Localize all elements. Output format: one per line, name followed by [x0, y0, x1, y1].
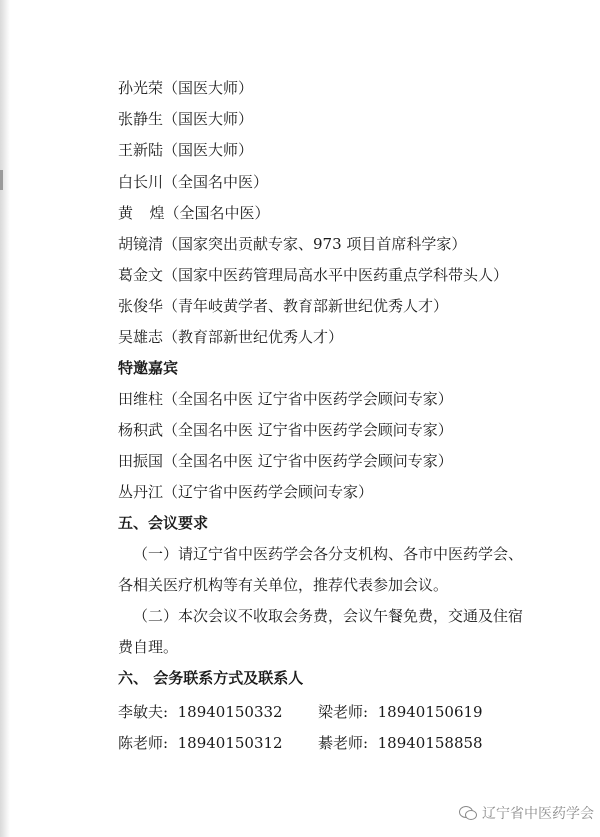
- expert-line: [118, 234, 466, 254]
- guest-line: [118, 420, 453, 440]
- expert-title: （国医大师）: [163, 79, 254, 97]
- guest-title: （辽宁省中医药学会顾问专家）: [163, 483, 374, 501]
- section6-heading: 六、 会务联系方式及联系人: [118, 669, 304, 687]
- guest-title: （全国名中医 辽宁省中医药学会顾问专家）: [163, 421, 453, 439]
- contact-entry: [118, 702, 283, 722]
- expert-line: [118, 109, 253, 129]
- guest-name: 杨积武: [118, 421, 164, 439]
- contact-phone: 18940150619: [377, 703, 483, 721]
- contact-phone: 18940158858: [377, 734, 483, 752]
- expert-title: （全国名中医）: [164, 204, 270, 222]
- contact-entry: [318, 702, 483, 722]
- guest-name: 田维柱: [118, 390, 164, 408]
- expert-name: 吴雄志: [118, 328, 164, 346]
- contact-entry: [118, 733, 283, 753]
- watermark-text: 辽宁省中医药学会: [482, 806, 594, 822]
- watermark: [459, 803, 594, 823]
- expert-line: [118, 265, 508, 285]
- expert-line: [118, 78, 253, 98]
- expert-name-first: 黄: [118, 204, 150, 222]
- expert-line: [118, 296, 448, 316]
- expert-line: [118, 327, 343, 347]
- expert-title: （教育部新世纪优秀人才）: [163, 328, 344, 346]
- expert-line: [118, 140, 253, 160]
- contact-phone: 18940150332: [177, 703, 283, 721]
- section5-heading: 五、会议要求: [118, 514, 209, 532]
- expert-name: 胡镜清: [118, 235, 164, 253]
- expert-line: [118, 203, 270, 223]
- expert-name: 葛金文: [118, 266, 164, 284]
- expert-name: 张俊华: [118, 297, 164, 315]
- contact-phone: 18940150312: [177, 734, 283, 752]
- contact-entry: [318, 733, 483, 753]
- expert-line: [118, 172, 268, 192]
- section5-item2-line1: （二）本次会议不收取会务费，会议午餐免费，交通及住宿: [133, 607, 524, 625]
- expert-name: 张静生: [118, 110, 164, 128]
- guest-name: 丛丹江: [118, 483, 164, 501]
- expert-title: （国家突出贡献专家、973 项目首席科学家）: [163, 235, 467, 253]
- contact-name: 梁老师:: [318, 703, 369, 721]
- contact-name: 李敏夫:: [118, 703, 169, 721]
- wechat-icon: [459, 806, 477, 820]
- section5-item1-line2: 各相关医疗机构等有关单位，推荐代表参加会议。: [118, 576, 449, 594]
- section5-item2-line2: 费自理。: [118, 638, 179, 656]
- guest-line: [118, 482, 373, 502]
- guest-line: [118, 389, 453, 409]
- expert-name: 白长川: [118, 173, 164, 191]
- guest-title: （全国名中医 辽宁省中医药学会顾问专家）: [163, 390, 453, 408]
- expert-name: 孙光荣: [118, 79, 164, 97]
- guest-line: [118, 451, 453, 471]
- expert-title: （国医大师）: [163, 110, 254, 128]
- expert-title: （国医大师）: [163, 141, 254, 159]
- expert-title: （全国名中医）: [163, 173, 269, 191]
- expert-title: （国家中医药管理局高水平中医药重点学科带头人）: [163, 266, 509, 284]
- expert-title: （青年岐黄学者、教育部新世纪优秀人才）: [163, 297, 449, 315]
- contact-name: 綦老师:: [318, 734, 369, 752]
- section5-item1-line1: （一）请辽宁省中医药学会各分支机构、各市中医药学会、: [133, 545, 524, 563]
- expert-name-second: 煌: [149, 204, 165, 222]
- contact-name: 陈老师:: [118, 734, 169, 752]
- guest-name: 田振国: [118, 452, 164, 470]
- special-guests-heading: 特邀嘉宾: [118, 359, 179, 377]
- guest-title: （全国名中医 辽宁省中医药学会顾问专家）: [163, 452, 453, 470]
- expert-name: 王新陆: [118, 141, 164, 159]
